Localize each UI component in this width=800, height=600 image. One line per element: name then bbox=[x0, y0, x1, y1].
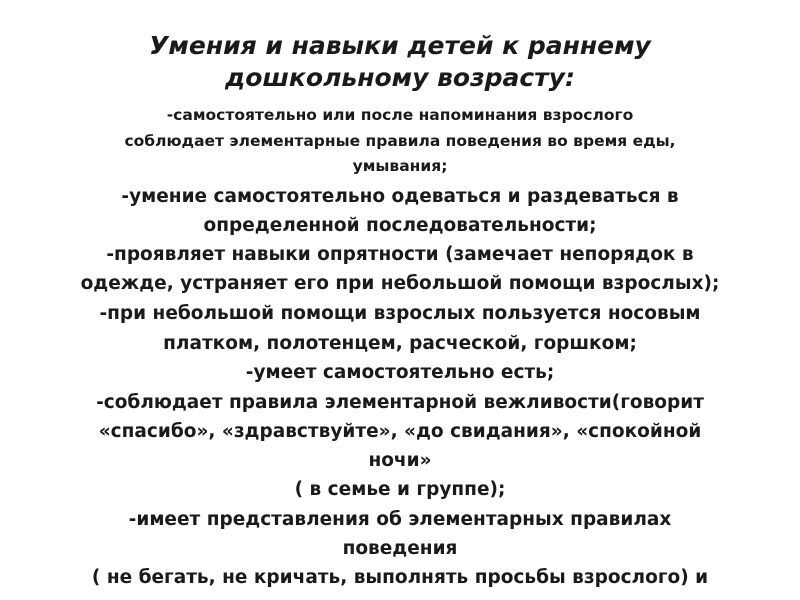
list-item-7-cont: поведения bbox=[342, 538, 458, 559]
list-item-1: -самостоятельно или после напоминания взрослого bbox=[166, 106, 634, 124]
list-item-3: -проявляет навыки опрятности (замечает непорядок в bbox=[106, 244, 694, 265]
title-line-1: Умения и навыки детей к раннему bbox=[149, 31, 651, 60]
list-item-7-cont-2: ( не бегать, не кричать, выполнять просьбы взрослого) и bbox=[91, 567, 709, 588]
list-item-6-end: ( в семье и группе); bbox=[294, 479, 506, 500]
list-item-3-cont: одежде, устраняет его при небольшой помощи взрослых); bbox=[80, 273, 720, 294]
list-item-1-cont: соблюдает элементарные правила поведения во время еды, bbox=[124, 132, 676, 150]
list-item-7: -имеет представления об элементарных правилах bbox=[128, 509, 672, 530]
list-item-6-cont-2: ночи» bbox=[368, 450, 432, 471]
list-item-6: -соблюдает правила элементарной вежливости(говорит bbox=[96, 392, 704, 413]
title-line-2: дошкольному возрасту: bbox=[225, 63, 575, 92]
list-item-6-cont: «спасибо», «здравствуйте», «до свидания», «спокойной bbox=[98, 421, 702, 442]
list-item-1-end: умывания; bbox=[352, 157, 448, 175]
list-item-2-cont: определенной последовательности; bbox=[203, 215, 597, 236]
list-item-2: -умение самостоятельно одеваться и раздеваться в bbox=[121, 186, 679, 207]
list-item-4: -при небольшой помощи взрослых пользуется носовым bbox=[99, 303, 701, 324]
slide-title bbox=[0, 30, 800, 94]
list-item-4-cont: платком, полотенцем, расческой, горшком; bbox=[163, 333, 637, 354]
list-item-5: -умеет самостоятельно есть; bbox=[245, 362, 555, 383]
